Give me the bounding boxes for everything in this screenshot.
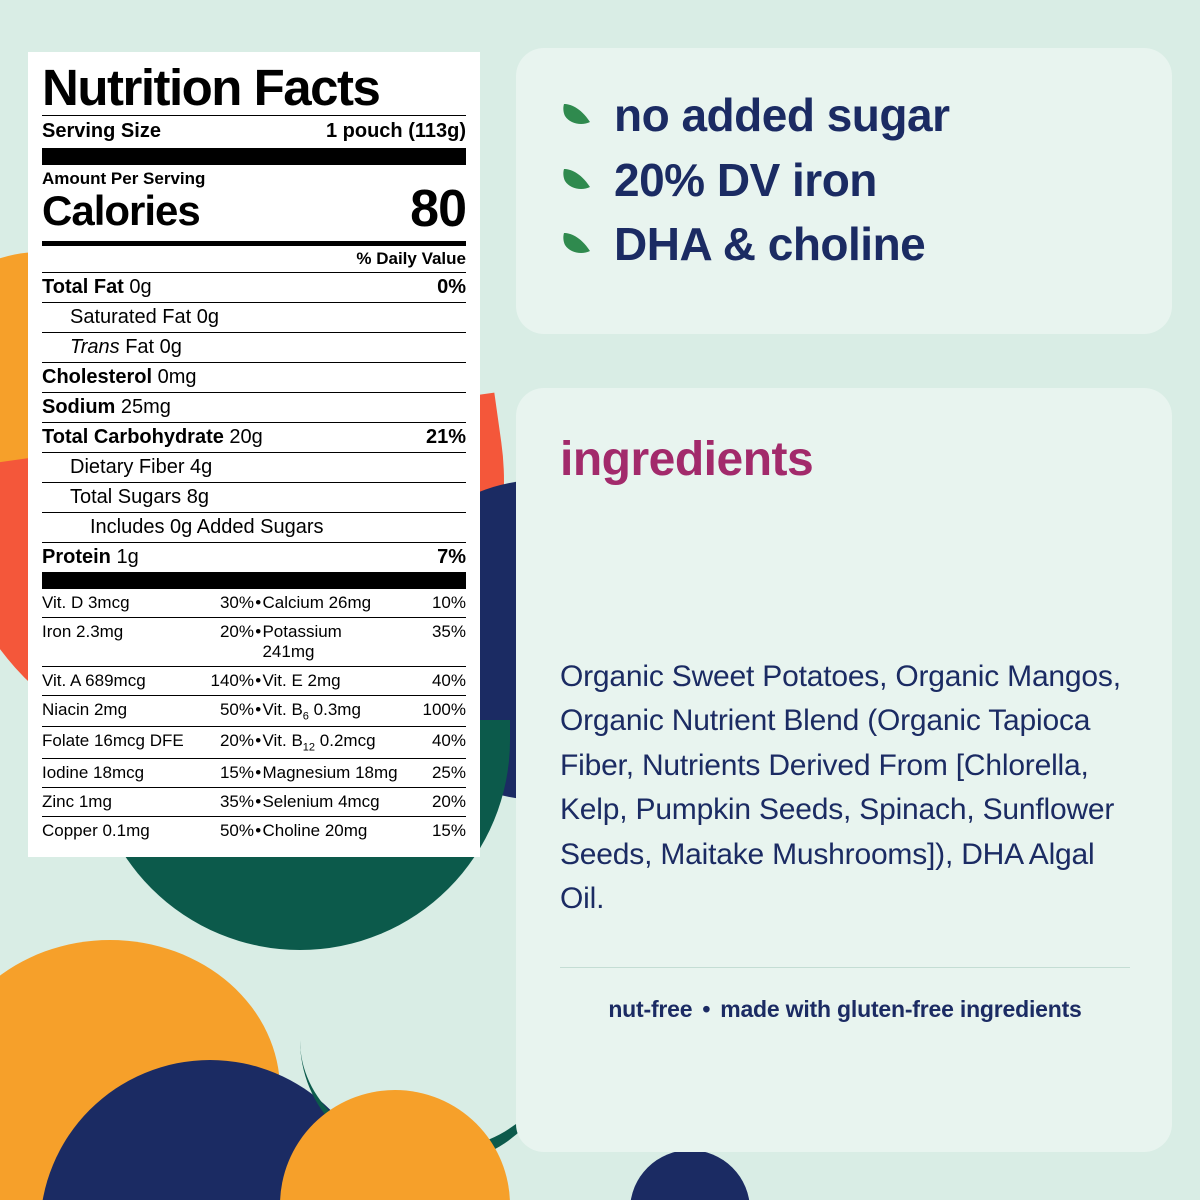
nutrient-amount: 1g xyxy=(110,545,139,568)
bullet-separator: • xyxy=(254,758,262,787)
nutrient-row-total-fat xyxy=(42,273,466,302)
nutrient-name: Saturated Fat 0g xyxy=(70,305,219,328)
serving-size-label: Serving Size xyxy=(42,119,161,142)
micronutrient-name: Iodine 18mcg xyxy=(42,758,186,787)
nutrient-row-dietary-fiber xyxy=(42,453,466,482)
claim-label: DHA & choline xyxy=(614,218,926,271)
bullet-separator: • xyxy=(254,617,262,666)
micronutrient-table xyxy=(42,589,466,845)
micronutrient-dv: 30% xyxy=(186,589,254,618)
table-row xyxy=(42,816,466,845)
table-row xyxy=(42,589,466,618)
micronutrient-name: Vit. A 689mcg xyxy=(42,666,186,695)
micronutrient-dv: 20% xyxy=(186,617,254,666)
leaf-icon xyxy=(560,229,598,259)
nutrient-name: Total Sugars 8g xyxy=(70,485,209,508)
leaf-icon xyxy=(560,100,598,130)
nutrient-name: Dietary Fiber 4g xyxy=(70,455,213,478)
nutrient-row-added-sugars xyxy=(42,513,466,542)
micronutrient-name: Vit. E 2mg xyxy=(262,666,398,695)
bullet-separator: • xyxy=(254,666,262,695)
micronutrient-dv: 20% xyxy=(398,787,466,816)
ingredients-body: Organic Sweet Potatoes, Organic Mangos, Organic Nutrient Blend (Organic Tapioca Fiber, Nutrients Derived From [Chlorella, Kelp, Pumpkin Seeds, Spinach, Sunflower Seeds, Maitake Mushrooms]), DHA Algal Oil. xyxy=(560,660,1121,915)
divider xyxy=(560,967,1130,968)
nutrient-amount: 0g xyxy=(123,275,152,298)
list-item xyxy=(560,219,1132,270)
claim-label: no added sugar xyxy=(614,89,950,141)
micronutrient-name: Niacin 2mg xyxy=(42,695,186,726)
ingredients-card xyxy=(516,388,1172,1152)
allergen-nut-free: nut-free xyxy=(608,996,693,1023)
nutrient-dv: 21% xyxy=(425,425,466,448)
claims-card xyxy=(516,48,1172,334)
serving-size-value: 1 pouch (113g) xyxy=(325,119,466,142)
micronutrient-amount: 0.3mg xyxy=(308,699,361,719)
micronutrient-base: Vit. B xyxy=(262,699,303,719)
decorative-shape-navy-small xyxy=(630,1150,750,1200)
nutrient-name: Protein xyxy=(42,545,111,568)
serving-size-row xyxy=(42,116,466,148)
nutrient-row-trans-fat xyxy=(42,333,466,362)
micronutrient-dv: 15% xyxy=(186,758,254,787)
micronutrient-dv: 35% xyxy=(398,617,466,666)
nutrient-name: Includes 0g Added Sugars xyxy=(90,515,324,538)
table-row xyxy=(42,666,466,695)
nutrient-row-total-carbohydrate xyxy=(42,423,466,452)
micronutrient-name: Calcium 26mg xyxy=(262,589,398,618)
micronutrient-dv: 40% xyxy=(398,666,466,695)
micronutrient-base: Vit. B xyxy=(262,731,303,751)
calories-label: Calories xyxy=(42,186,200,234)
micronutrient-name: Copper 0.1mg xyxy=(42,820,150,840)
allergen-footer xyxy=(560,996,1130,1023)
nutrient-amount: 0mg xyxy=(152,365,197,388)
nutrient-name: Total Fat xyxy=(42,275,124,298)
daily-value-header: % Daily Value xyxy=(356,248,466,268)
micronutrient-dv: 25% xyxy=(398,758,466,787)
micronutrient-dv: 40% xyxy=(398,727,466,758)
amount-per-serving-label: Amount Per Serving xyxy=(42,168,206,188)
micronutrient-subscript: 6 xyxy=(302,710,309,723)
micronutrient-name xyxy=(262,727,398,758)
claim-label: 20% DV iron xyxy=(614,153,877,206)
micronutrient-dv: 35% xyxy=(186,787,254,816)
micronutrient-dv: 10% xyxy=(398,589,466,618)
nutrient-amount: Fat 0g xyxy=(125,335,182,358)
table-row xyxy=(42,758,466,787)
micronutrient-dv: 50% xyxy=(186,695,254,726)
table-row xyxy=(42,695,466,726)
nutrient-name-italic: Trans xyxy=(70,335,120,358)
micronutrient-name: Potassium 241mg xyxy=(262,617,398,666)
micronutrient-name: Vit. D 3mcg xyxy=(42,589,186,618)
table-row xyxy=(42,617,466,666)
ingredients-title: ingredients xyxy=(560,433,814,486)
nutrient-dv: 0% xyxy=(437,275,466,298)
bullet-separator: • xyxy=(254,787,262,816)
list-item xyxy=(560,155,1132,206)
micronutrient-dv: 20% xyxy=(186,727,254,758)
micronutrient-name: Magnesium 18mg xyxy=(262,758,398,787)
nutrient-amount: 25mg xyxy=(115,395,171,418)
micronutrient-dv: 100% xyxy=(398,695,466,726)
bullet-separator: • xyxy=(255,820,262,840)
nutrient-row-cholesterol xyxy=(42,363,466,392)
table-row xyxy=(42,727,466,758)
bullet-separator: • xyxy=(702,996,711,1023)
bullet-separator: • xyxy=(254,727,262,758)
leaf-icon xyxy=(560,165,598,195)
nutrient-row-sodium xyxy=(42,393,466,422)
nutrient-row-total-sugars xyxy=(42,483,466,512)
micronutrient-subscript: 12 xyxy=(302,741,316,754)
micronutrient-name: Selenium 4mcg xyxy=(262,787,398,816)
nutrient-amount: 20g xyxy=(223,425,263,448)
micronutrient-name: Folate 16mcg DFE xyxy=(42,727,186,758)
nutrient-row-saturated-fat xyxy=(42,303,466,332)
nutrient-name: Cholesterol xyxy=(42,365,153,388)
nutrient-dv: 7% xyxy=(437,545,466,568)
micronutrient-name: Zinc 1mg xyxy=(42,787,186,816)
micronutrient-name: Choline 20mg xyxy=(262,820,368,840)
micronutrient-dv: 140% xyxy=(186,666,254,695)
micronutrient-name: Iron 2.3mg xyxy=(42,617,186,666)
allergen-gluten-free: made with gluten-free ingredients xyxy=(720,996,1082,1023)
calories-row xyxy=(42,179,466,238)
bullet-separator: • xyxy=(254,589,262,618)
nutrient-name: Sodium xyxy=(42,395,116,418)
micronutrient-dv: 15% xyxy=(431,820,466,840)
table-row xyxy=(42,787,466,816)
nutrition-facts-title: Nutrition Facts xyxy=(42,59,380,116)
micronutrient-dv: 50% xyxy=(219,820,254,840)
calories-value: 80 xyxy=(410,179,466,238)
micronutrient-amount: 0.2mcg xyxy=(315,731,376,751)
nutrient-name: Total Carbohydrate xyxy=(42,425,224,448)
nutrition-facts-panel xyxy=(28,52,480,857)
nutrient-row-protein xyxy=(42,543,466,572)
bullet-separator: • xyxy=(254,695,262,726)
list-item xyxy=(560,90,1132,141)
micronutrient-name xyxy=(262,695,398,726)
